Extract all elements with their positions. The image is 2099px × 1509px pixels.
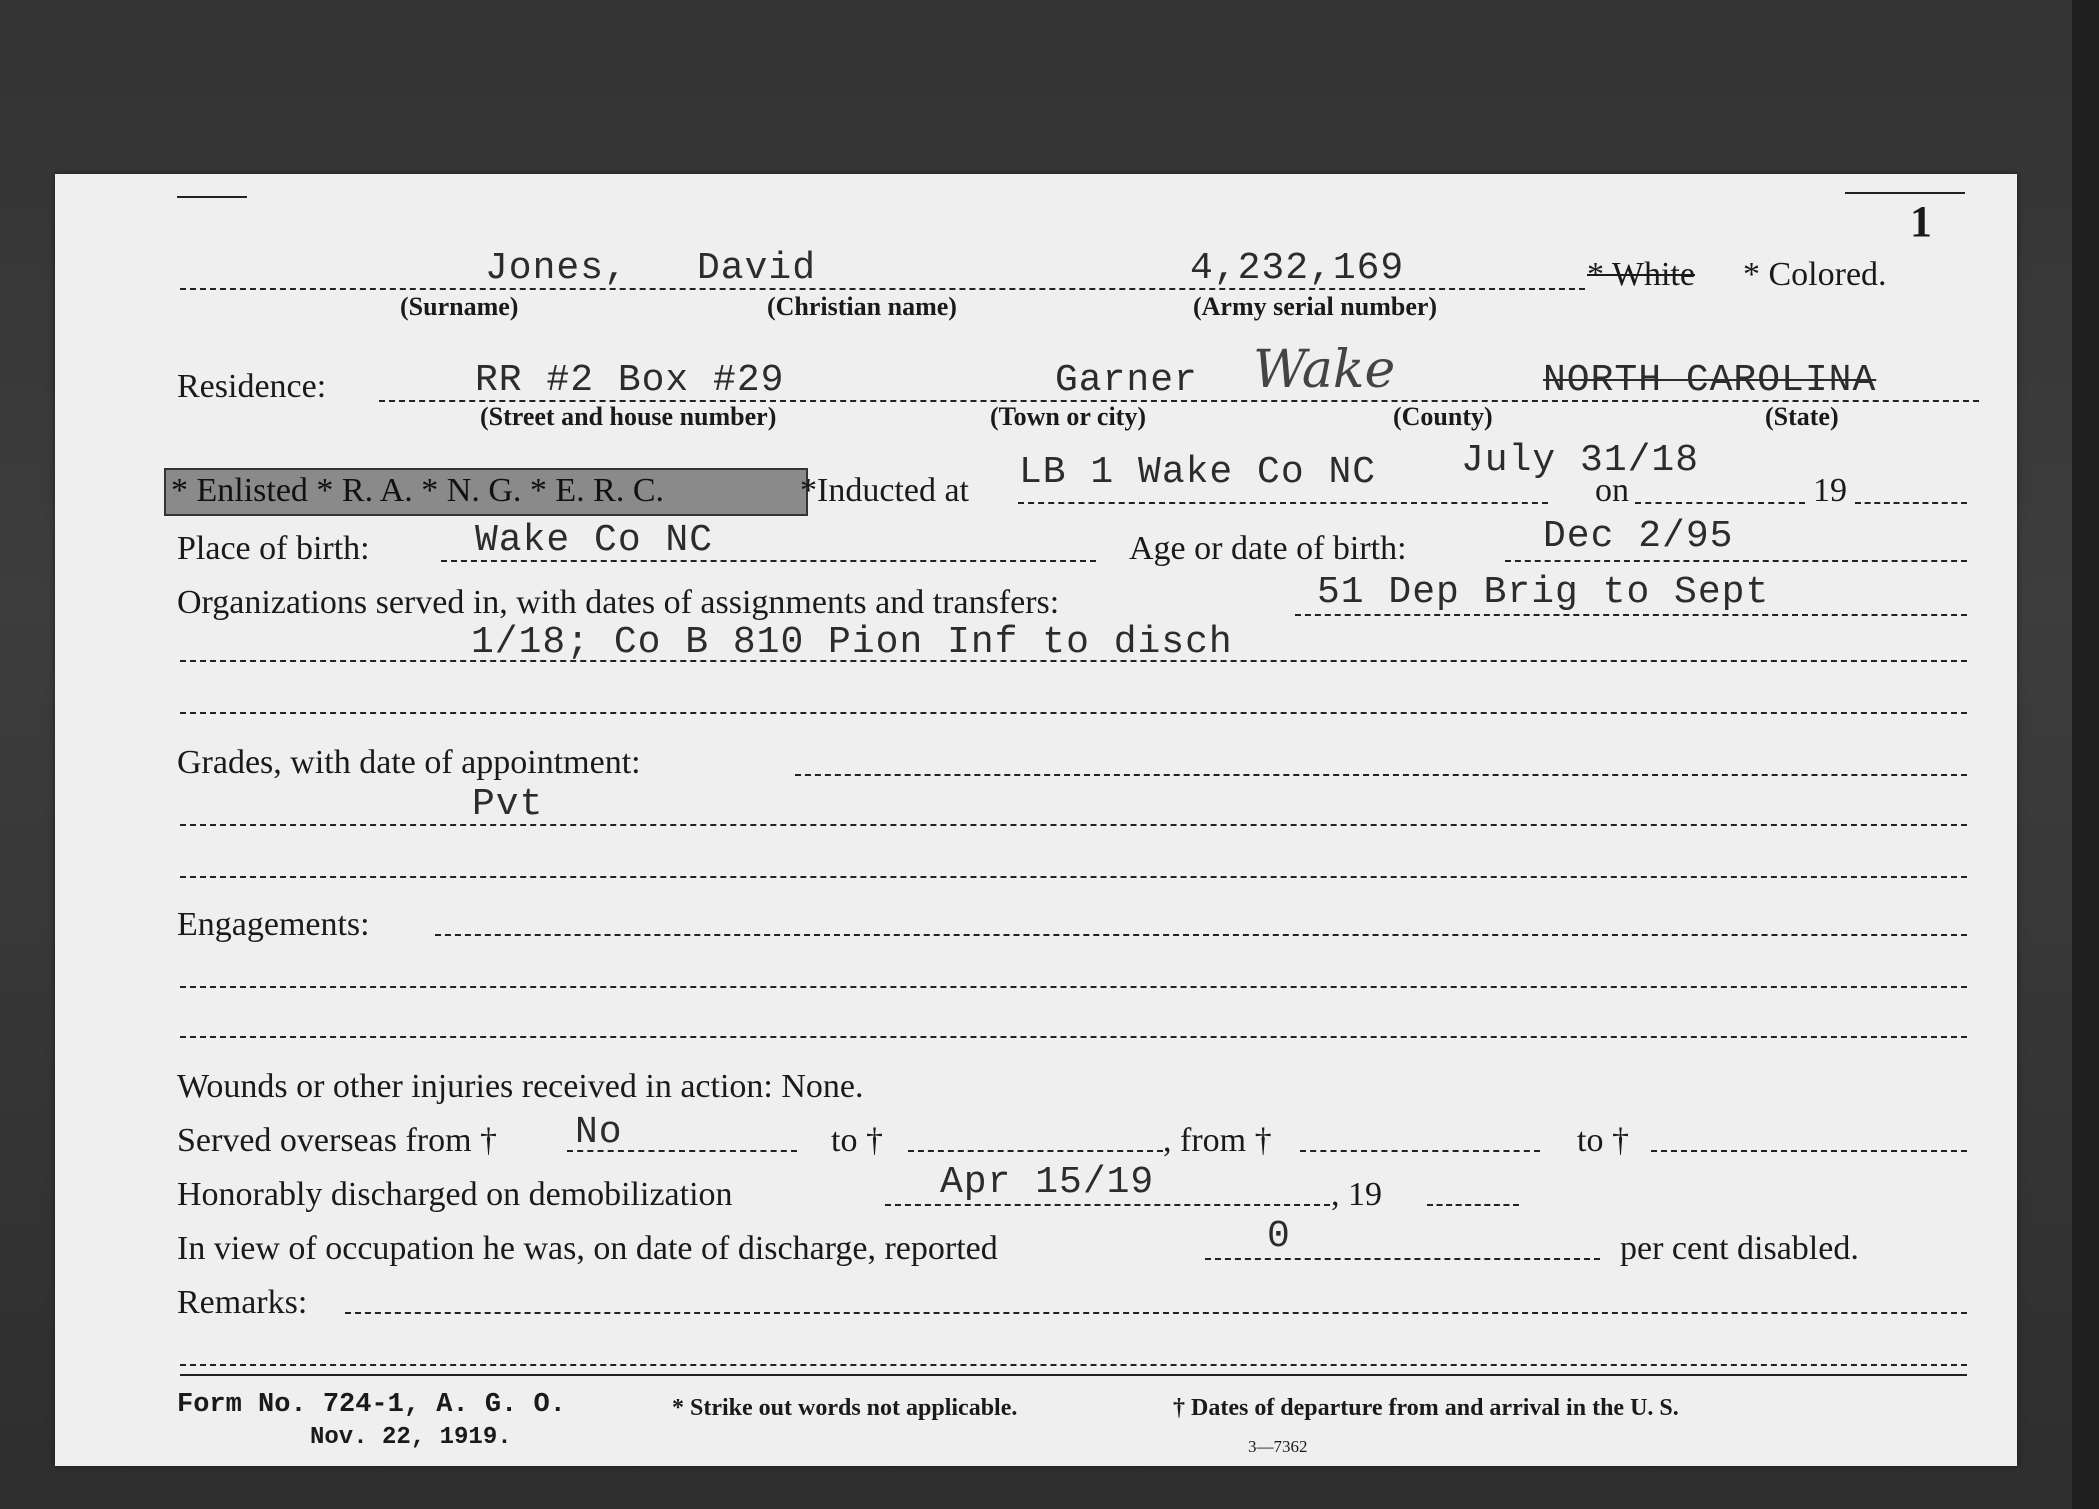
town-value: Garner	[1055, 359, 1198, 402]
overseas-label: Served overseas from †	[177, 1122, 498, 1159]
organizations-label: Organizations served in, with dates of assignments and transfers:	[177, 584, 1060, 621]
age-line	[1505, 560, 1967, 562]
form-date: Nov. 22, 1919.	[310, 1424, 512, 1451]
grade-value: Pvt	[472, 783, 544, 826]
town-caption: (Town or city)	[990, 402, 1146, 431]
race-white-label: * White	[1587, 256, 1695, 293]
year-prefix: 19	[1813, 472, 1847, 509]
disability-line	[1205, 1258, 1600, 1260]
inducted-line	[1018, 502, 1548, 504]
race-colored-label: * Colored.	[1743, 256, 1887, 293]
wounds-label: Wounds or other injuries received in action: None.	[177, 1068, 864, 1105]
county-caption: (County)	[1393, 402, 1493, 431]
grades-line-2	[180, 824, 1967, 826]
grades-line-3	[180, 876, 1967, 878]
discharge-date-value: Apr 15/19	[940, 1161, 1155, 1204]
birthplace-label: Place of birth:	[177, 530, 370, 567]
year-line	[1855, 502, 1967, 504]
overseas-to-line	[908, 1150, 1163, 1152]
grades-label: Grades, with date of appointment:	[177, 744, 641, 781]
organizations-line-3	[180, 712, 1967, 714]
top-right-rule	[1845, 192, 1965, 194]
overseas-from2-line	[1300, 1150, 1540, 1152]
overseas-to2-line	[1651, 1150, 1967, 1152]
overseas-to2-label: to †	[1577, 1122, 1629, 1159]
top-left-rule	[177, 196, 247, 198]
enlisted-label: * Enlisted * R. A. * N. G. * E. R. C.	[171, 472, 665, 509]
organizations-value-1: 51 Dep Brig to Sept	[1317, 571, 1770, 614]
remarks-line-1	[345, 1312, 1967, 1314]
engagements-label: Engagements:	[177, 906, 370, 943]
remarks-line-2	[180, 1364, 1967, 1366]
surname-value: Jones,	[485, 247, 628, 290]
footer-rule	[180, 1374, 1967, 1376]
on-label: on	[1595, 472, 1629, 509]
engagements-line-1	[435, 934, 1967, 936]
overseas-to-label: to †	[831, 1122, 883, 1159]
discharge-line	[885, 1204, 1330, 1206]
service-record-card	[55, 174, 2017, 1466]
discharge-year-line	[1427, 1204, 1519, 1206]
disability-suffix: per cent disabled.	[1620, 1230, 1859, 1267]
state-value: NORTH CAROLINA	[1543, 359, 1877, 402]
street-value: RR #2 Box #29	[475, 359, 785, 402]
engagements-line-2	[180, 986, 1967, 988]
inducted-label: *Inducted at	[800, 472, 969, 509]
print-code: 3—7362	[1248, 1437, 1308, 1456]
christian-name-caption: (Christian name)	[767, 292, 957, 321]
county-value: Wake	[1253, 340, 1396, 400]
card-number: 1	[1910, 197, 1932, 246]
remarks-label: Remarks:	[177, 1284, 308, 1321]
form-number: Form No. 724-1, A. G. O.	[177, 1390, 566, 1420]
overseas-value: No	[575, 1111, 623, 1154]
birth-date-value: Dec 2/95	[1543, 515, 1734, 558]
induction-date-value: July 31/18	[1461, 439, 1700, 482]
organizations-value-2: 1/18; Co B 810 Pion Inf to disch	[471, 621, 1233, 664]
organizations-line-1	[1295, 614, 1967, 616]
surname-caption: (Surname)	[400, 292, 519, 321]
dates-note: † Dates of departure from and arrival in the U. S.	[1173, 1395, 1679, 1421]
serial-caption: (Army serial number)	[1193, 292, 1438, 321]
residence-label: Residence:	[177, 368, 327, 405]
on-line	[1635, 502, 1805, 504]
discharge-year-label: , 19	[1331, 1176, 1382, 1213]
birthplace-value: Wake Co NC	[475, 519, 714, 562]
inducted-at-value: LB 1 Wake Co NC	[1019, 451, 1377, 494]
disability-value: 0	[1267, 1215, 1291, 1258]
discharge-label: Honorably discharged on demobilization	[177, 1176, 733, 1213]
christian-name-value: David	[697, 247, 817, 290]
age-label: Age or date of birth:	[1129, 530, 1407, 567]
engagements-line-3	[180, 1036, 1967, 1038]
overseas-from2-label: , from †	[1163, 1122, 1272, 1159]
strike-note: * Strike out words not applicable.	[672, 1395, 1018, 1421]
disability-label: In view of occupation he was, on date of discharge, reported	[177, 1230, 998, 1267]
state-caption: (State)	[1765, 402, 1839, 431]
grades-line-1	[795, 774, 1967, 776]
street-caption: (Street and house number)	[480, 402, 777, 431]
serial-number-value: 4,232,169	[1190, 247, 1405, 290]
binder-edge	[2072, 0, 2099, 1509]
